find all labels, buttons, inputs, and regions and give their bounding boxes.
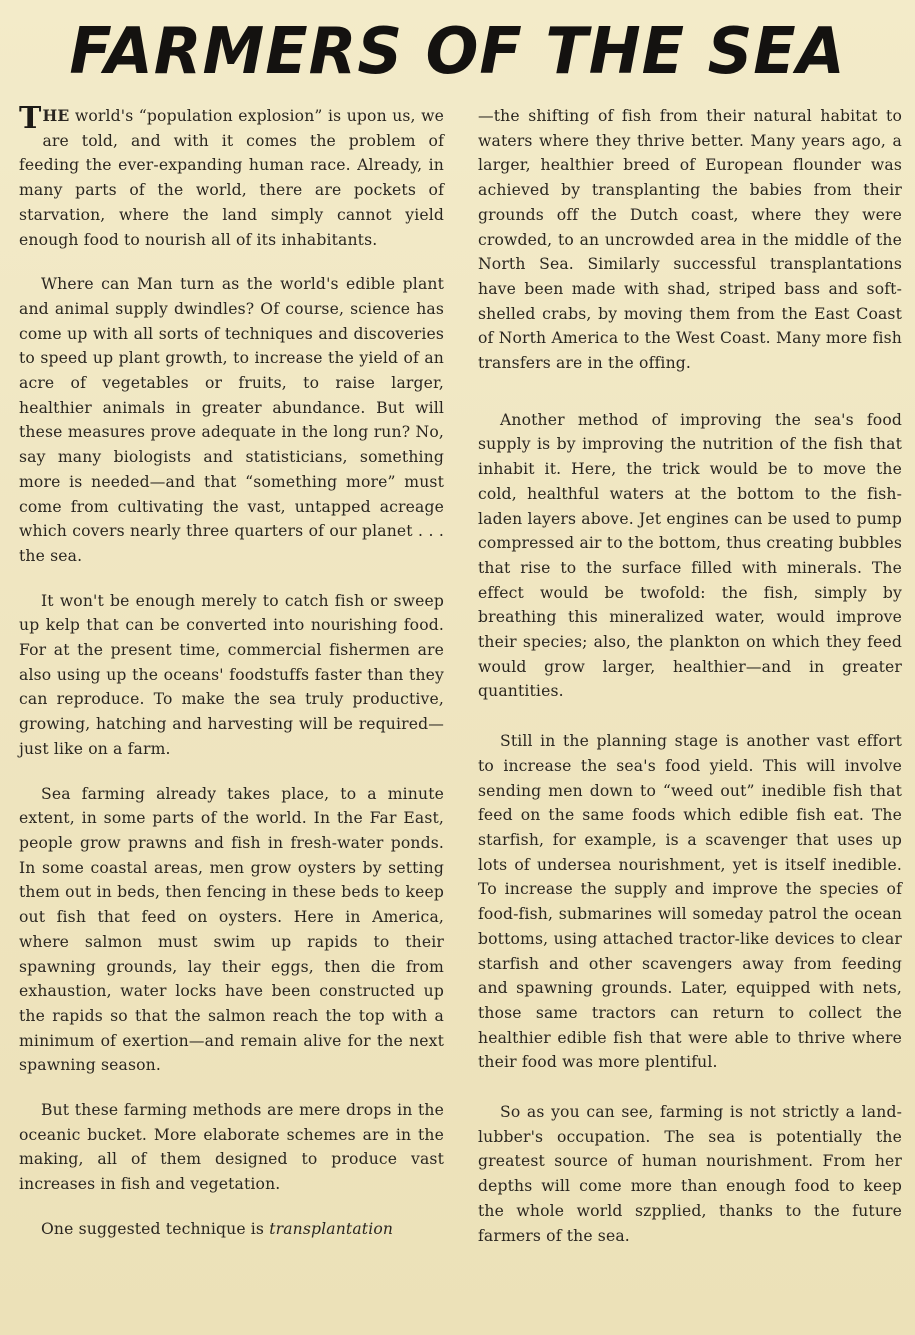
paragraph-10: So as you can see, farming is not strictly a land-lubber's occupation. The sea is potentially the greatest source of human nourishment. From her depths will come more than enough food to keep the whole world sᴢpplied, thanks to the future farmers of the sea. — [478, 1103, 902, 1245]
paragraph-8: Another method of improving the sea's food supply is by improving the nutrition of the fish that inhabit it. Here, the trick would be to move the cold, healthful waters at the bottom to the fish-laden layers above. Jet engines can be used to pump compressed air to the bottom, thus creating bubbles that rise to the surface filled with minerals. The effect would be twofold: the fish, simply by breathing this mineralized water, would improve their species; also, the plankton on which they feed would grow larger, healthier—and in greater quantities. — [478, 410, 902, 701]
drop-cap: T — [19, 101, 42, 136]
paragraph-3: It won't be enough merely to catch fish or sweep up kelp that can be converted into nourishing food. For at the present time, commercial fishermen are also using up the oceans' foodstuffs faster than they can reproduce. To make the sea truly productive, growing, hatching and harvesting will be required—just like on a farm. — [19, 591, 444, 758]
right-column — [478, 104, 902, 1248]
paragraph-6 — [19, 1217, 444, 1242]
paragraph-4: Sea farming already takes place, to a minute extent, in some parts of the world. In the Far East, people grow prawns and fish in fresh-water ponds. In some coastal areas, men grow oysters by setting them out in beds, then fencing in these beds to keep out fish that feed on oysters. Here in America, where salmon must swim up rapids to their spawning grounds, lay their eggs, then die from exhaustion, water locks have been constructed up the rapids so that the salmon reach the top with a minimum of exertion—and remain alive for the next spawning season. — [19, 784, 444, 1075]
paragraph-9: Still in the planning stage is another vast effort to increase the sea's food yield. This will involve sending men down to “weed out” inedible fish that feed on the same foods which edible fish eat. The starfish, for example, is a scavenger that uses up lots of undersea nourishment, yet is itself inedible. To increase the supply and improve the species of food-fish, submarines will someday patrol the ocean bottoms, using attached tractor-like devices to clear starfish and other scavengers away from feeding and spawning grounds. Later, equipped with nets, those same tractors can return to collect the healthier edible fish that were able to thrive where their food was more plentiful. — [478, 732, 902, 1072]
paragraph-5: But these farming methods are mere drops in the oceanic bucket. More elaborate schemes are in the making, all of them designed to produce vast increases in fish and vegetation. — [19, 1101, 444, 1194]
paragraph-intro — [19, 101, 444, 252]
left-column — [19, 101, 444, 1242]
paragraph-6-italic: transplantation — [269, 1219, 394, 1238]
paragraph-2: Where can Man turn as the world's edible plant and animal supply dwindles? Of course, science has come up with all sorts of techniques and discoveries to speed up plant growth, to increase the yield of an acre of vegetables or fruits, to raise larger, healthier animals in greater abundance. But will these measures prove adequate in the long run? No, say many biologists and statisticians, something more is needed—and that “something more” must come from cultivating the vast, untapped acreage which covers nearly three quarters of our planet . . . the sea. — [19, 275, 444, 565]
page-title: FARMERS OF THE SEA — [69, 15, 846, 89]
paragraph-7: —the shifting of fish from their natural habitat to waters where they thrive better. Many years ago, a larger, healthier breed of European flounder was achieved by transplanting the babies from their grounds off the Dutch coast, where they were crowded, to an uncrowded area in the middle of the North Sea. Similarly successful transplantations have been made with shad, striped bass and soft-shelled crabs, by moving them from the East Coast of North America to the West Coast. Many more fish transfers are in the offing. — [478, 107, 902, 373]
paragraph-6-text: One suggested technique is — [41, 1219, 270, 1238]
intro-text: world's “population explosion” is upon us, we are told, and with it comes the problem of feeding the ever-expanding human race. Already, in many parts of the world, there are pockets of starvation, where the land simply cannot yield enough food to nourish all of its inhabitants. — [19, 107, 444, 249]
intro-smallcaps: HE — [42, 106, 70, 125]
